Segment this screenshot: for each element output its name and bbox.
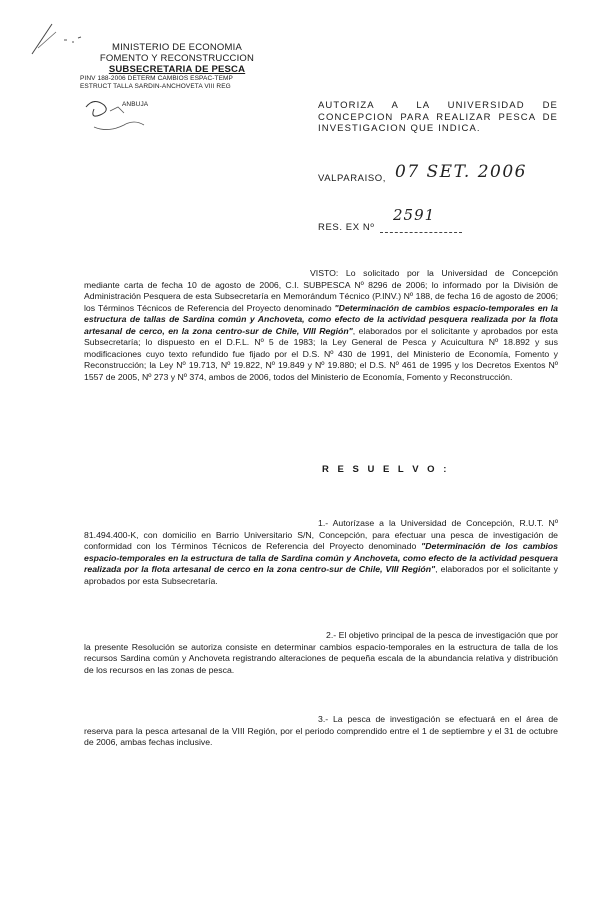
resolution-point-3: 3.- La pesca de investigación se efectuará en el área de reserva para la pesca artesanal de la VIII Región, por el periodo comprendido entre el 1 de septiembre y el 31 de octubre de 2006, ambas fechas inclusive.	[84, 714, 558, 747]
subsecretaria-name: SUBSECRETARIA DE PESCA	[108, 64, 246, 75]
resuelvo-heading: R E S U E L V O :	[322, 464, 450, 475]
resolution-date: 07 SET. 2006	[395, 162, 528, 182]
visto-paragraph	[84, 268, 558, 383]
point-1-rest: , elaborados por el solicitante y aprobados por esta Subsecretaría.	[84, 564, 559, 586]
reference-line-1: PINV 188-2006 DETERM CAMBIOS ESPAC-TEMP	[80, 75, 233, 82]
reference-initials: ANBUJA	[122, 101, 149, 108]
point-1-project-title: "Determinación de los cambios espacio-temporales en la estructura de talla de Sardina común y Anchoveta, como efecto de la actividad pesquera realizada por la flota artesanal de cerco en la zona centro-sur de Chile, VIII Región"	[84, 541, 558, 574]
point-1-lead: 1.- Autorízase a la Universidad de Concepción, R.U.T. Nº 81.494.400-K, con domicilio en Barrio Universitario S/N, Concepción, para efectuar una pesca de investigación de conformidad con los Términos Técnicos de Referencia del Proyecto denominado	[84, 518, 558, 551]
ministry-name: MINISTERIO DE ECONOMIA	[111, 42, 243, 53]
resolution-point-2: 2.- El objetivo principal de la pesca de investigación que por la presente Resolución se autoriza consiste en determinar cambios espacio-temporales en la estructura de talla de los recursos Sardina común y Anchoveta registrando alteraciones de pequeña escala de la abundancia relativa y distribución de los recursos en las zonas de pesca.	[84, 630, 558, 675]
ministry-subname: FOMENTO Y RECONSTRUCCION	[99, 53, 255, 64]
handwritten-mark	[30, 18, 90, 58]
res-number-underline	[380, 232, 462, 233]
resolution-number: 2591	[393, 206, 436, 224]
visto-project-title: "Determinación de cambios espacio-temporales en la estructura de tallas de Sardina común y Anchoveta, como efecto de la actividad pesquera realizada por la flota artesanal de cerco, en la zona centro-sur de Chile, VIII Región"	[84, 302, 559, 336]
reference-line-2: ESTRUCT TALLA SARDIN-ANCHOVETA VIII REG	[80, 83, 231, 90]
visto-rest: , elaborados por el solicitante y aprobados por esta Subsecretaría; lo dispuesto en el D.F.L. Nº 5 de 1983; la Ley General de Pesca y Acuicultura Nº 18.892 y sus modificaciones cuyo texto refundido fue fijado por el D.S. Nº 430 de 1991, del Ministerio de Economía, Fomento y Reconstrucción; la Ley Nº 19.713, Nº 19.822, Nº 19.849 y Nº 19.880; el D.S. Nº 461 de 1995 y los Decretos Exentos Nº 1557 de 2005, Nº 273 y Nº 374, ambos de 2006, todos del Ministerio de Economía, Fomento y Reconstrucción.	[84, 325, 559, 382]
official-seal	[80, 93, 148, 137]
visto-lead: VISTO: Lo solicitado por la Universidad de Concepción mediante carta de fecha 10 de agosto de 2006, C.I. SUBPESCA Nº 8296 de 2006; lo informado por la División de Administración Pesquera de esta Subsecretaría en Memorándum Técnico (P.INV.) Nº 188, de fecha 16 de agosto de 2006; los Términos Técnicos de Referencia del Proyecto denominado	[84, 268, 558, 313]
resolution-point-1	[84, 518, 558, 587]
resolution-subject: AUTORIZA A LA UNIVERSIDAD DE CONCEPCION PARA REALIZAR PESCA DE INVESTIGACION QUE INDICA.	[318, 100, 558, 134]
place-label: VALPARAISO,	[318, 173, 387, 184]
res-label: RES. EX Nº	[318, 222, 375, 233]
